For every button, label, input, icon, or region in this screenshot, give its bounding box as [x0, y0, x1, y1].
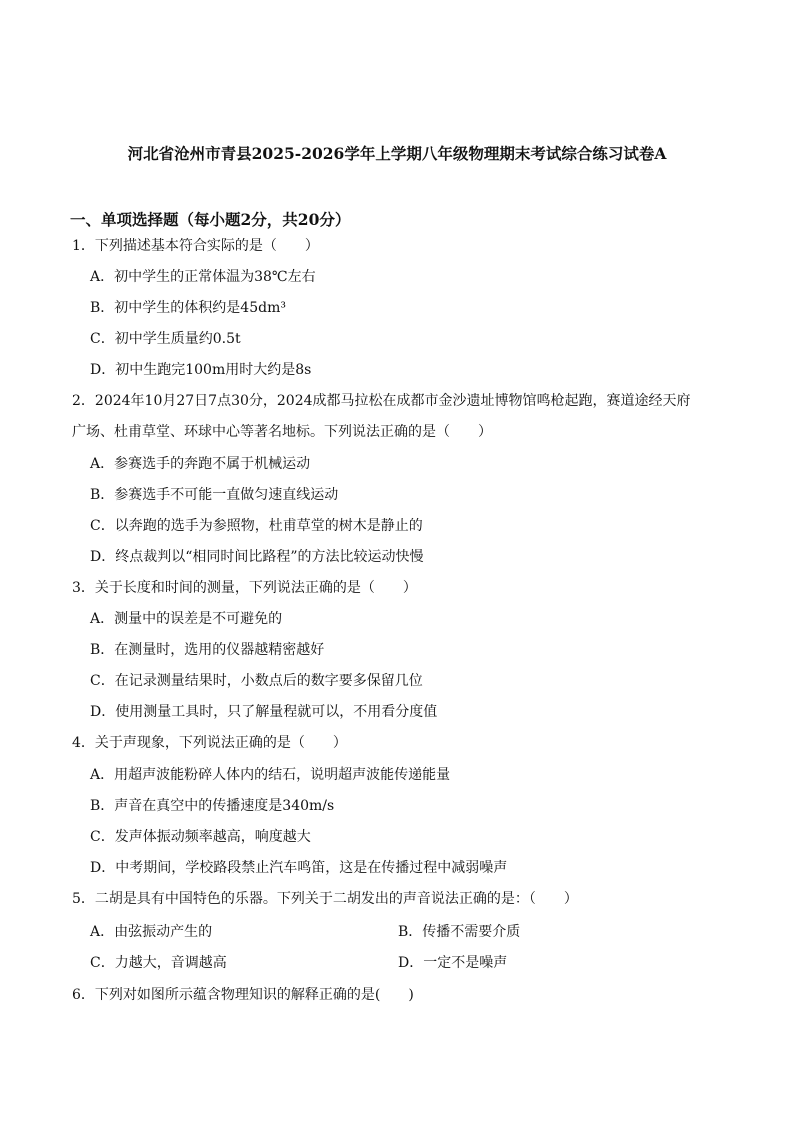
- question-2-stem-line-2: 广场、杜甫草堂、环球中心等著名地标。下列说法正确的是（ ）: [72, 424, 492, 440]
- question-3-option-b: B．在测量时，选用的仪器越精密越好: [90, 642, 325, 658]
- question-5-option-d: D．一定不是噪声: [398, 955, 508, 971]
- question-5-option-c: C．力越大，音调越高: [90, 955, 227, 971]
- question-5-option-a: A．由弦振动产生的: [90, 924, 213, 940]
- question-6-stem: 6．下列对如图所示蕴含物理知识的解释正确的是( ): [72, 987, 414, 1003]
- question-3-option-d: D．使用测量工具时，只了解量程就可以，不用看分度值: [90, 704, 438, 720]
- question-4-option-b: B．声音在真空中的传播速度是340m/s: [90, 798, 335, 814]
- section-heading: 一、单项选择题（每小题2分，共20分）: [70, 210, 351, 229]
- question-5-option-b: B．传播不需要介质: [398, 924, 521, 940]
- question-3-stem: 3．关于长度和时间的测量，下列说法正确的是（ ）: [72, 580, 417, 596]
- question-1-option-a: A．初中学生的正常体温为38℃左右: [90, 269, 316, 285]
- question-2-option-d: D．终点裁判以“相同时间比路程”的方法比较运动快慢: [90, 549, 424, 565]
- question-4-option-a: A．用超声波能粉碎人体内的结石，说明超声波能传递能量: [90, 767, 451, 783]
- question-3-option-c: C．在记录测量结果时，小数点后的数字要多保留几位: [90, 673, 423, 689]
- question-1-stem: 1．下列描述基本符合实际的是（ ）: [72, 238, 319, 254]
- question-1-option-d: D．初中生跑完100m用时大约是8s: [90, 362, 312, 378]
- question-4-stem: 4．关于声现象，下列说法正确的是（ ）: [72, 735, 347, 751]
- question-3-option-a: A．测量中的误差是不可避免的: [90, 611, 283, 627]
- question-2-option-a: A．参赛选手的奔跑不属于机械运动: [90, 456, 311, 472]
- question-1-option-c: C．初中学生质量约0.5t: [90, 331, 241, 347]
- question-5-stem: 5．二胡是具有中国特色的乐器。下列关于二胡发出的声音说法正确的是：（ ）: [72, 891, 578, 907]
- question-4-option-d: D．中考期间，学校路段禁止汽车鸣笛，这是在传播过程中减弱噪声: [90, 860, 508, 876]
- exam-title: 河北省沧州市青县2025-2026学年上学期八年级物理期末考试综合练习试卷A: [127, 144, 667, 163]
- question-2-option-b: B．参赛选手不可能一直做匀速直线运动: [90, 487, 339, 503]
- question-4-option-c: C．发声体振动频率越高，响度越大: [90, 829, 311, 845]
- question-2-option-c: C．以奔跑的选手为参照物，杜甫草堂的树木是静止的: [90, 518, 423, 534]
- question-2-stem-line-1: 2．2024年10月27日7点30分，2024成都马拉松在成都市金沙遗址博物馆鸣枪起跑，赛道途经天府: [72, 393, 691, 409]
- question-1-option-b: B．初中学生的体积约是45dm³: [90, 300, 286, 316]
